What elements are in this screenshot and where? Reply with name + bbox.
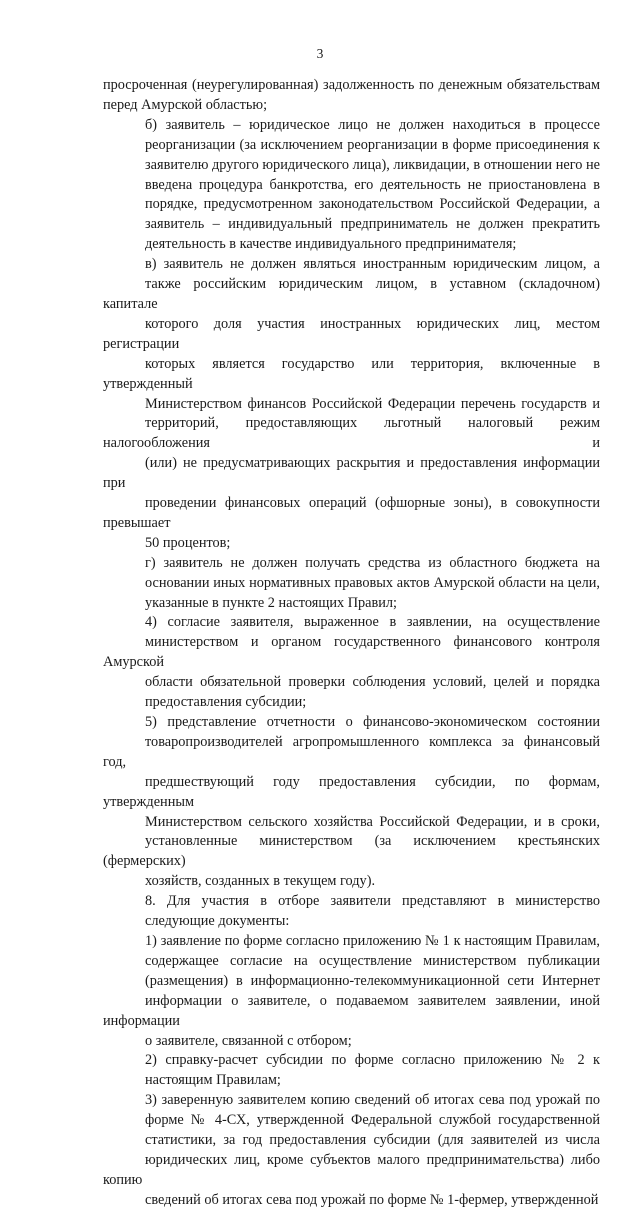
text-line: Министерством сельского хозяйства Российской Федерации, и в сроки, [145,813,600,830]
text-line: в) заявитель не должен являться иностранным юридическим лицом, а [145,256,600,273]
text-line: следующие документы: [145,913,290,930]
text-line: которых является государство или территория, включенные в утвержденный [103,355,600,392]
paragraph [103,713,600,892]
text-line: заявителю другого юридического лица), ликвидации, в отношении него не [145,156,600,173]
paragraph [103,554,600,614]
text-line: Министерством финансов Российской Федерации перечень государств и [145,395,600,412]
text-line: 1) заявление по форме согласно приложению № 1 к настоящим Правилам, [145,932,600,949]
text-line: статистики, за год предоставления субсидии (для заявителей из числа [145,1132,600,1149]
text-line: области обязательной проверки соблюдения условий, целей и порядка [145,674,600,691]
text-line: сведений об итогах сева под урожай по форме № 1-фермер, утвержденной [145,1191,599,1208]
text-line: г) заявитель не должен получать средства из областного бюджета на [145,554,600,571]
text-line: указанные в пункте 2 настоящих Правил; [145,594,398,611]
text-line: основании иных нормативных правовых актов Амурской области на цели, [145,574,600,591]
text-line: 5) представление отчетности о финансово-экономическом состоянии [145,714,600,730]
text-line: б) заявитель – юридическое лицо не должен находиться в процессе [145,116,600,133]
text-line: 50 процентов; [145,534,231,551]
paragraph [103,1091,600,1210]
text-line: юридических лиц, кроме субъектов малого предпринимательства) либо копию [103,1151,600,1188]
text-line: просроченная (неурегулированная) задолженность по денежным обязательствам [103,77,600,93]
paragraph [103,613,600,713]
text-line: хозяйств, созданных в текущем году). [145,873,376,890]
text-line: заявитель – индивидуальный предприниматель не должен прекратить [145,216,600,233]
paragraph [103,1051,600,1091]
text-line: предшествующий году предоставления субсидии, по формам, утвержденным [103,773,600,810]
text-line: территорий, предоставляющих льготный налоговый режим налогообложения и [103,415,600,452]
text-line: реорганизации (за исключением реорганизации в форме присоединения к [145,136,600,153]
paragraph [103,255,600,554]
text-line: деятельность в качестве индивидуального предпринимателя; [145,236,517,253]
text-line: настоящим Правилам; [145,1072,281,1089]
text-line: информации о заявителе, о подаваемом заявителем заявлении, иной информации [103,992,600,1029]
document-body [103,76,600,1211]
text-line: введена процедура банкротства, его деятельность не приостановлена в [145,176,600,193]
text-line: 3) заверенную заявителем копию сведений об итогах сева под урожай по [145,1092,600,1109]
text-line: форме № 4-СХ, утвержденной Федеральной службой государственной [145,1112,600,1129]
text-line: предоставления субсидии; [145,694,307,711]
text-line: порядке, предусмотренном законодательством Российской Федерации, а [145,196,600,213]
page-number: 3 [316,46,324,61]
paragraph [103,892,600,932]
text-line: (размещения) в информационно-телекоммуникационной сети Интернет [145,972,600,989]
text-line: содержащее согласие на осуществление министерством публикации [145,952,600,969]
paragraph [103,116,600,255]
text-line: 4) согласие заявителя, выраженное в заявлении, на осуществление [145,614,600,631]
text-line: министерством и органом государственного финансового контроля Амурской [103,634,600,671]
text-line: (или) не предусматривающих раскрытия и предоставления информации при [103,455,600,492]
text-line: также российским юридическим лицом, в уставном (складочном) капитале [103,276,600,312]
text-line: проведении финансовых операций (офшорные зоны), в совокупности превышает [103,495,600,531]
text-line: товаропроизводителей агропромышленного комплекса за финансовый год, [103,733,600,770]
paragraph [103,76,600,116]
text-line: перед Амурской областью; [103,96,268,113]
text-line: 8. Для участия в отборе заявители представляют в министерство [145,893,600,910]
text-line: 2) справку-расчет субсидии по форме согласно приложению № 2 к [145,1052,600,1069]
paragraph [103,932,600,1051]
text-line: которого доля участия иностранных юридических лиц, местом регистрации [103,315,600,352]
text-line: установленные министерством (за исключением крестьянских (фермерских) [103,833,600,870]
text-line: о заявителе, связанной с отбором; [145,1032,352,1049]
